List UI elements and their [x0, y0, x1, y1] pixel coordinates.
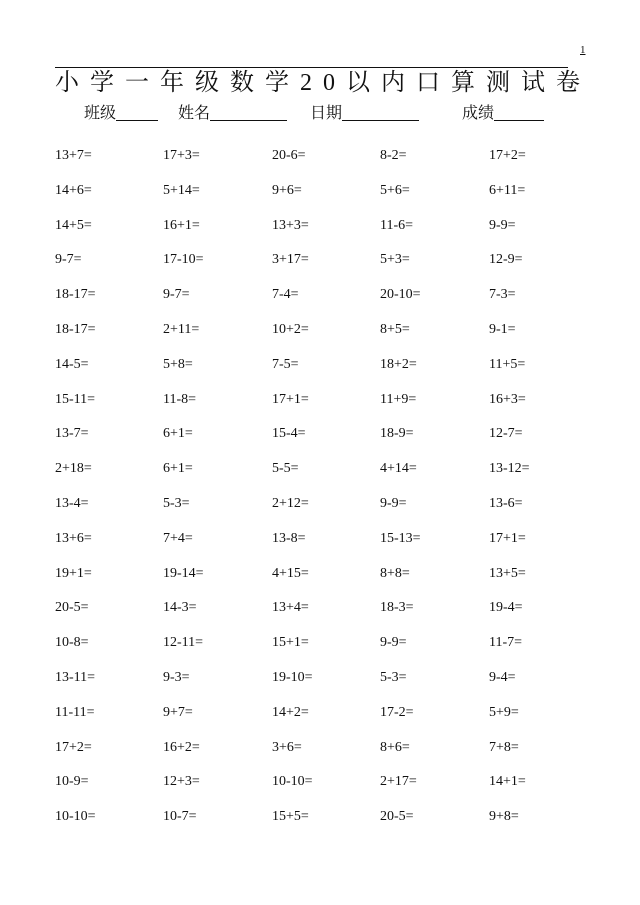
problem-item: 2+17=	[380, 774, 417, 790]
problem-item: 9+6=	[272, 182, 302, 198]
problem-item: 16+2=	[163, 739, 200, 755]
problem-item: 19+1=	[55, 565, 92, 581]
problem-row	[0, 392, 640, 427]
problem-item: 11-7=	[489, 635, 523, 651]
problem-item: 7-3=	[489, 287, 516, 303]
date-field[interactable]	[310, 100, 419, 123]
problem-item: 10-7=	[163, 809, 197, 825]
problem-item: 13-12=	[489, 461, 530, 477]
problem-item: 6+1=	[163, 461, 193, 477]
page-title: 小学一年级数学20以内口算测试卷	[55, 70, 591, 96]
problem-item: 12-11=	[163, 635, 204, 651]
problem-item: 10-9=	[55, 774, 89, 790]
student-info-row	[0, 100, 640, 124]
problem-item: 2+18=	[55, 461, 92, 477]
problem-item: 7+8=	[489, 739, 519, 755]
problem-row	[0, 600, 640, 635]
problem-item: 3+6=	[272, 739, 302, 755]
problem-item: 2+11=	[163, 321, 200, 337]
problem-item: 5+6=	[380, 182, 410, 198]
problem-item: 11-8=	[163, 391, 197, 407]
problem-item: 13+3=	[272, 217, 309, 233]
problem-item: 12-7=	[489, 426, 523, 442]
problem-item: 4+15=	[272, 565, 309, 581]
problem-item: 15-11=	[55, 391, 96, 407]
problem-item: 15-13=	[380, 530, 421, 546]
problem-item: 12-9=	[489, 252, 523, 268]
problem-item: 10-10=	[55, 809, 96, 825]
problem-item: 7+4=	[163, 530, 193, 546]
problem-row	[0, 670, 640, 705]
problem-row	[0, 496, 640, 531]
problem-item: 8+5=	[380, 321, 410, 337]
problem-row	[0, 148, 640, 183]
problem-item: 17-10=	[163, 252, 204, 268]
problem-item: 14+2=	[272, 704, 309, 720]
problem-item: 5+8=	[163, 356, 193, 372]
problem-row	[0, 705, 640, 740]
problem-item: 13-11=	[55, 669, 96, 685]
problem-item: 17+2=	[55, 739, 92, 755]
problem-item: 18-9=	[380, 426, 414, 442]
problem-item: 18+2=	[380, 356, 417, 372]
problem-row	[0, 635, 640, 670]
name-blank[interactable]	[210, 104, 287, 121]
problem-item: 9-7=	[163, 287, 190, 303]
problem-item: 10+2=	[272, 321, 309, 337]
problem-row	[0, 461, 640, 496]
problem-item: 17+1=	[489, 530, 526, 546]
problem-item: 17+2=	[489, 148, 526, 163]
problem-item: 13-4=	[55, 495, 89, 511]
problem-row	[0, 322, 640, 357]
problem-item: 5+14=	[163, 182, 200, 198]
score-blank[interactable]	[494, 104, 544, 121]
problem-item: 5-3=	[163, 495, 190, 511]
problem-item: 20-6=	[272, 148, 306, 163]
problem-grid	[0, 148, 640, 844]
problem-item: 13+6=	[55, 530, 92, 546]
problem-item: 14+5=	[55, 217, 92, 233]
problem-row	[0, 287, 640, 322]
problem-item: 5-3=	[380, 669, 407, 685]
score-field[interactable]	[462, 100, 544, 123]
problem-row	[0, 566, 640, 601]
problem-item: 19-4=	[489, 600, 523, 616]
problem-item: 19-14=	[163, 565, 204, 581]
problem-item: 13-6=	[489, 495, 523, 511]
problem-item: 19-10=	[272, 669, 313, 685]
problem-item: 13+5=	[489, 565, 526, 581]
class-field[interactable]	[84, 100, 158, 123]
problem-item: 16+3=	[489, 391, 526, 407]
problem-item: 9-9=	[380, 635, 407, 651]
problem-item: 17+1=	[272, 391, 309, 407]
problem-item: 7-5=	[272, 356, 299, 372]
problem-item: 3+17=	[272, 252, 309, 268]
problem-row	[0, 357, 640, 392]
problem-item: 9-4=	[489, 669, 516, 685]
date-label: 日期	[310, 103, 343, 122]
problem-item: 9-3=	[163, 669, 190, 685]
class-label: 班级	[84, 103, 117, 122]
problem-item: 5+3=	[380, 252, 410, 268]
problem-row	[0, 218, 640, 253]
class-blank[interactable]	[116, 104, 158, 121]
problem-item: 17-2=	[380, 704, 414, 720]
problem-item: 18-3=	[380, 600, 414, 616]
problem-item: 15+5=	[272, 809, 309, 825]
problem-item: 2+12=	[272, 495, 309, 511]
problem-item: 6+11=	[489, 182, 526, 198]
problem-item: 9-1=	[489, 321, 516, 337]
problem-item: 13+4=	[272, 600, 309, 616]
problem-item: 13-7=	[55, 426, 89, 442]
problem-item: 13-8=	[272, 530, 306, 546]
problem-item: 8+8=	[380, 565, 410, 581]
problem-row	[0, 183, 640, 218]
problem-item: 13+7=	[55, 148, 92, 163]
problem-item: 11+5=	[489, 356, 526, 372]
problem-item: 7-4=	[272, 287, 299, 303]
problem-item: 4+14=	[380, 461, 417, 477]
problem-item: 14-5=	[55, 356, 89, 372]
date-blank[interactable]	[342, 104, 419, 121]
problem-item: 16+1=	[163, 217, 200, 233]
problem-item: 6+1=	[163, 426, 193, 442]
problem-item: 17+3=	[163, 148, 200, 163]
problem-item: 9-9=	[380, 495, 407, 511]
problem-item: 9-7=	[55, 252, 82, 268]
problem-row	[0, 774, 640, 809]
problem-item: 10-10=	[272, 774, 313, 790]
problem-item: 8-2=	[380, 148, 407, 163]
problem-item: 11+9=	[380, 391, 417, 407]
problem-item: 18-17=	[55, 321, 96, 337]
problem-item: 15-4=	[272, 426, 306, 442]
problem-item: 9+8=	[489, 809, 519, 825]
problem-item: 14-3=	[163, 600, 197, 616]
problem-item: 14+1=	[489, 774, 526, 790]
problem-item: 8+6=	[380, 739, 410, 755]
problem-item: 9+7=	[163, 704, 193, 720]
problem-item: 10-8=	[55, 635, 89, 651]
page-number: 1	[580, 44, 586, 56]
score-label: 成绩	[462, 103, 495, 122]
problem-item: 20-5=	[380, 809, 414, 825]
problem-item: 20-10=	[380, 287, 421, 303]
problem-item: 20-5=	[55, 600, 89, 616]
problem-item: 12+3=	[163, 774, 200, 790]
problem-row	[0, 426, 640, 461]
name-field[interactable]	[178, 100, 287, 123]
problem-item: 11-6=	[380, 217, 414, 233]
problem-row	[0, 531, 640, 566]
problem-item: 15+1=	[272, 635, 309, 651]
problem-item: 14+6=	[55, 182, 92, 198]
problem-item: 9-9=	[489, 217, 516, 233]
problem-row	[0, 740, 640, 775]
name-label: 姓名	[178, 103, 211, 122]
problem-item: 18-17=	[55, 287, 96, 303]
problem-row	[0, 252, 640, 287]
problem-row	[0, 809, 640, 844]
problem-item: 5+9=	[489, 704, 519, 720]
problem-item: 5-5=	[272, 461, 299, 477]
problem-item: 11-11=	[55, 704, 95, 720]
